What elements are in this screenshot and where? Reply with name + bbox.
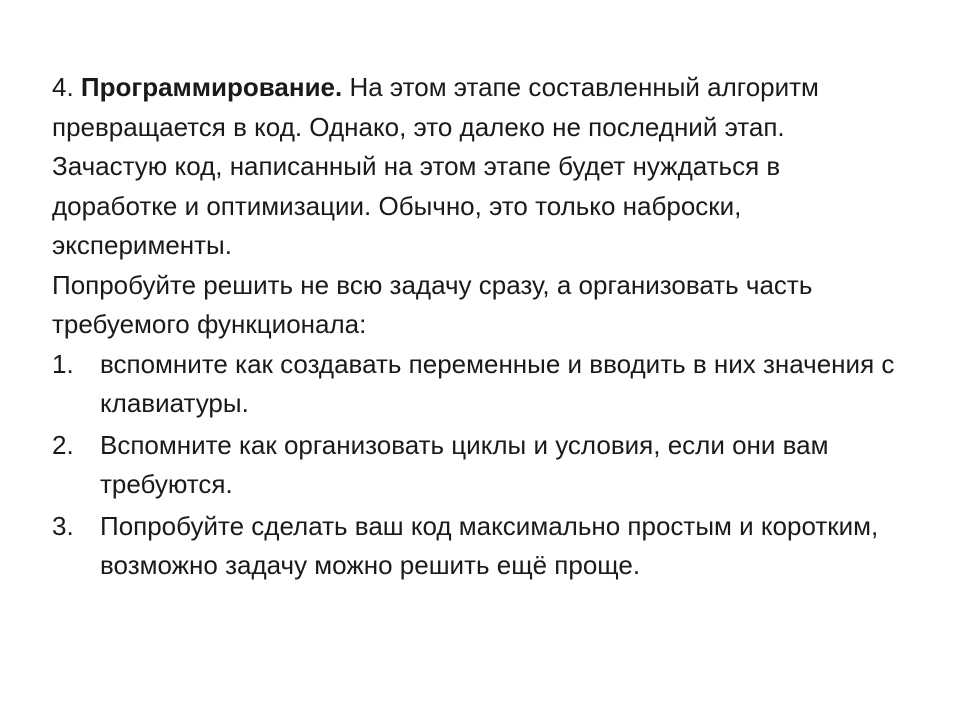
- paragraph-text: Зачастую код, написанный на этом этапе будет нуждаться в доработке и оптимизации. Обычно, это только наброски, эксперименты.: [52, 151, 781, 260]
- list-item-text: Вспомните как организовать циклы и условия, если они вам требуются.: [100, 429, 829, 499]
- list-item-text: вспомните как создавать переменные и вводить в них значения с клавиатуры.: [100, 348, 895, 418]
- numbered-list: [52, 345, 904, 586]
- paragraph-try-partial: [52, 266, 904, 345]
- paragraph-number: 4.: [52, 72, 81, 102]
- list-item: [52, 507, 904, 586]
- list-item-number: 3.: [52, 510, 74, 541]
- paragraph-heading: Программирование.: [80, 72, 343, 102]
- list-item-number: 1.: [52, 348, 74, 379]
- list-item: [52, 345, 904, 424]
- paragraph-draft-code: [52, 147, 904, 266]
- slide-body: [52, 68, 904, 588]
- list-item-text: Попробуйте сделать ваш код максимально простым и коротким, возможно задачу можно решить ещё проще.: [100, 510, 879, 580]
- list-item: [52, 426, 904, 505]
- paragraph-text: Попробуйте решить не всю задачу сразу, а организовать часть требуемого функционала:: [52, 269, 813, 339]
- list-item-number: 2.: [52, 429, 74, 460]
- paragraph-text: На этом этапе составленный алгоритм превращается в код. Однако, это далеко не последний этап.: [52, 72, 819, 142]
- paragraph-programming: [52, 68, 904, 147]
